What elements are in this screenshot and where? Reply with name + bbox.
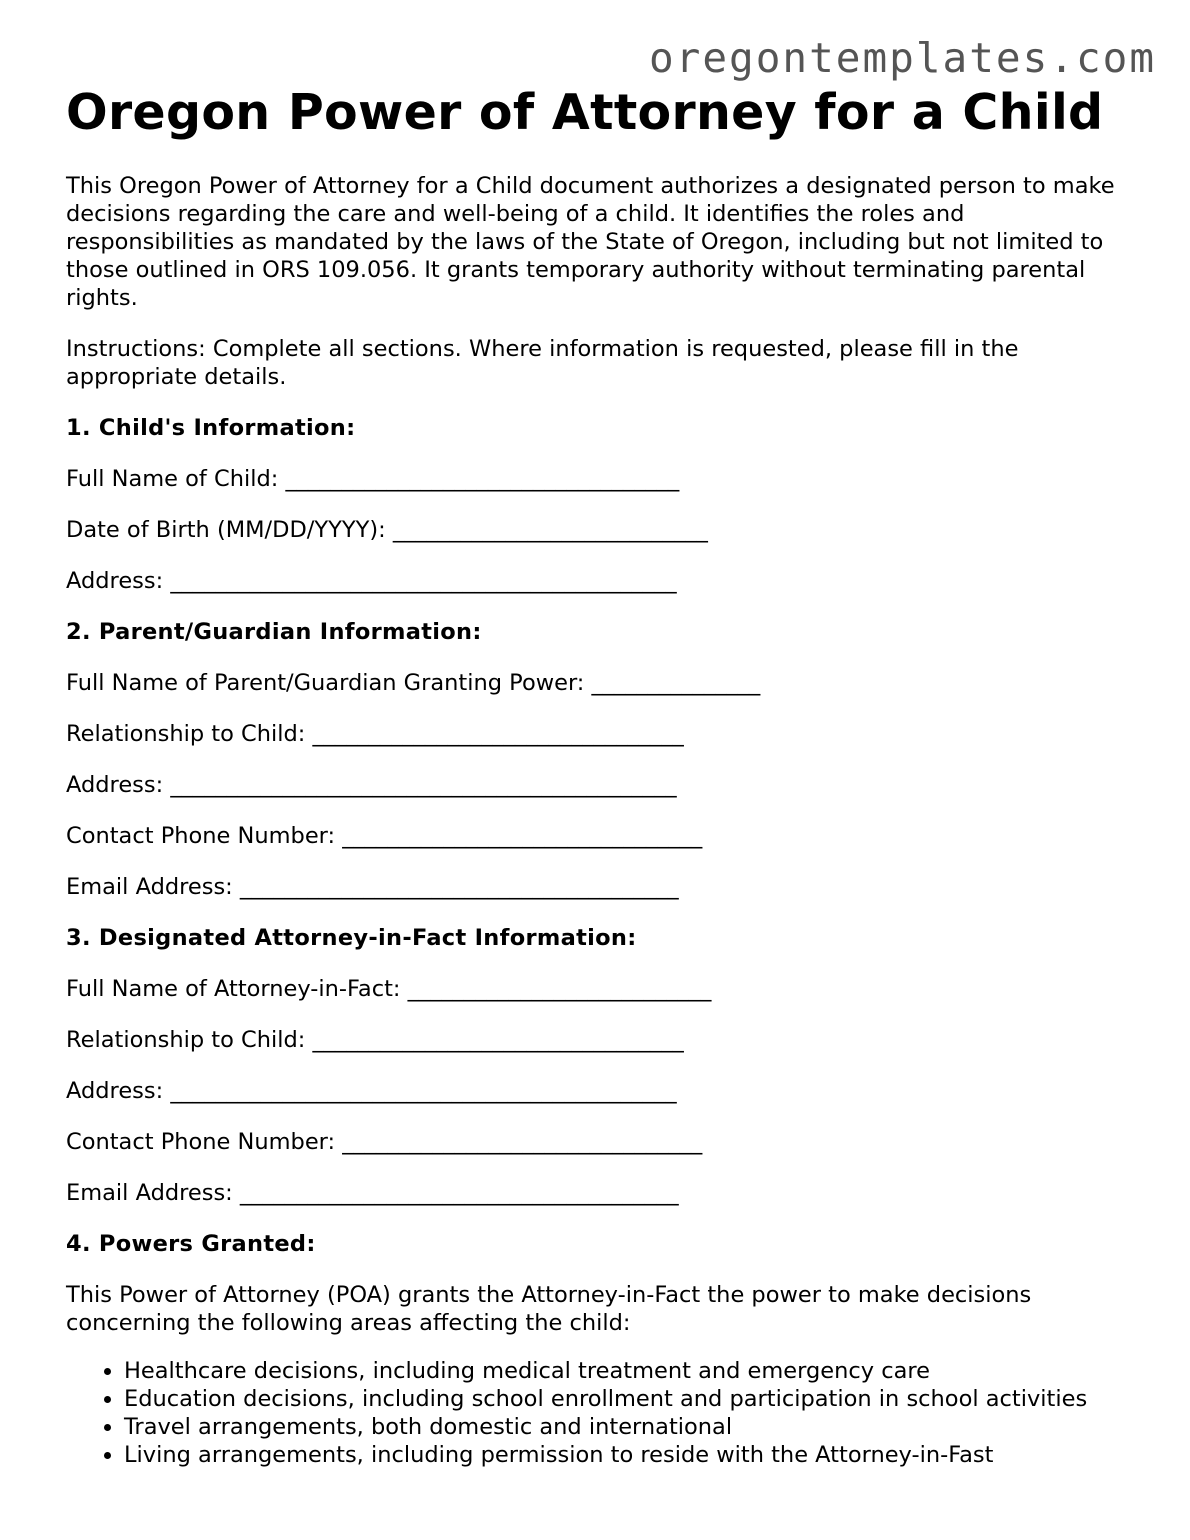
site-watermark: oregontemplates.com [649,34,1156,82]
section-heading-powers: 4. Powers Granted: [66,1231,316,1257]
powers-list-item: • Living arrangements, including permission to reside with the Attorney-in-Fast [124,1441,1126,1469]
parent-email-field[interactable]: Email Address: _______________________________________ [66,874,679,900]
attorney-full-name-field[interactable]: Full Name of Attorney-in-Fact: ___________________________ [66,976,712,1002]
section-heading-attorney: 3. Designated Attorney-in-Fact Information: [66,925,637,951]
attorney-address-field[interactable]: Address: _____________________________________________ [66,1078,677,1104]
section-heading-parent: 2. Parent/Guardian Information: [66,619,482,645]
powers-list-item: • Travel arrangements, both domestic and international [124,1413,1126,1441]
parent-relationship-field[interactable]: Relationship to Child: _________________________________ [66,721,684,747]
parent-address-field[interactable]: Address: _____________________________________________ [66,772,677,798]
section-heading-child: 1. Child's Information: [66,415,356,441]
child-full-name-field[interactable]: Full Name of Child: ___________________________________ [66,466,680,492]
powers-list-item: • Education decisions, including school enrollment and participation in school activities [124,1385,1126,1413]
attorney-email-field[interactable]: Email Address: _______________________________________ [66,1180,679,1206]
attorney-relationship-field[interactable]: Relationship to Child: _________________________________ [66,1027,684,1053]
document-title: Oregon Power of Attorney for a Child [66,84,1104,141]
powers-description: This Power of Attorney (POA) grants the Attorney-in-Fact the power to make decisions concerning the following areas affecting the child: [66,1282,1032,1336]
powers-list-item: • Healthcare decisions, including medical treatment and emergency care [124,1357,1126,1385]
parent-phone-field[interactable]: Contact Phone Number: ________________________________ [66,823,703,849]
instructions-paragraph: Instructions: Complete all sections. Where information is requested, please fill in the appropriate details. [66,336,1019,390]
child-dob-field[interactable]: Date of Birth (MM/DD/YYYY): ____________________________ [66,517,708,543]
attorney-phone-field[interactable]: Contact Phone Number: ________________________________ [66,1129,703,1155]
parent-full-name-field[interactable]: Full Name of Parent/Guardian Granting Power: _______________ [66,670,761,696]
child-address-field[interactable]: Address: _____________________________________________ [66,568,677,594]
document-body [66,84,1126,1469]
intro-paragraph: This Oregon Power of Attorney for a Child document authorizes a designated person to make decisions regarding the care and well-being of a child. It identifies the roles and responsibilities as mandated by the laws of the State of Oregon, including but not limited to those outlined in ORS 109.056. It grants temporary authority without terminating parental rights. [66,173,1115,311]
powers-list [66,1357,1126,1469]
